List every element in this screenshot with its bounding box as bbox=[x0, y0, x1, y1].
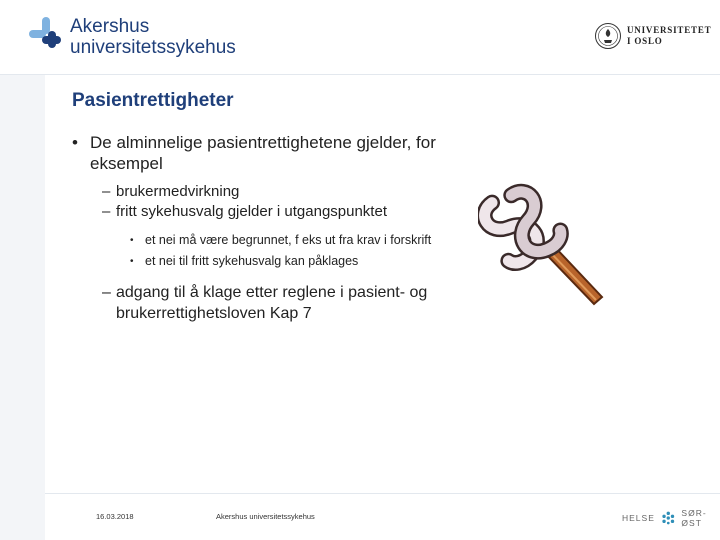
uio-line2: I OSLO bbox=[627, 36, 663, 46]
bullet-level3 bbox=[72, 232, 452, 249]
helse-sor-ost-logo bbox=[622, 508, 720, 528]
bullet-text: adgang til å klage etter reglene i pasient- og brukerrettighetsloven Kap 7 bbox=[116, 284, 428, 322]
bullet-text: et nei må være begrunnet, f eks ut fra krav i forskrift bbox=[145, 233, 432, 247]
uio-seal-icon bbox=[594, 22, 622, 50]
bullet-level1 bbox=[72, 132, 452, 174]
bullet-level3 bbox=[72, 253, 452, 270]
logo-line1: Akershus bbox=[70, 16, 150, 37]
dash-marker: – bbox=[102, 203, 111, 220]
ahus-cross-icon bbox=[26, 14, 68, 56]
header-divider bbox=[0, 74, 720, 75]
bullet-marker: • bbox=[72, 133, 78, 152]
bullet-text: De alminnelige pasientrettighetene gjelder, for eksempel bbox=[90, 133, 436, 173]
bullet-level2 bbox=[72, 202, 452, 222]
hso-left-text: HELSE bbox=[622, 513, 655, 523]
ahus-logo bbox=[26, 14, 236, 58]
uio-logo bbox=[594, 22, 711, 50]
hso-right-text: SØR-ØST bbox=[681, 508, 707, 528]
uio-line1: UNIVERSITETET bbox=[627, 25, 712, 35]
dash-marker: – bbox=[102, 183, 111, 200]
helse-sor-ost-dots-icon bbox=[659, 510, 678, 526]
bullet-text: brukermedvirkning bbox=[116, 183, 240, 200]
bullet-text: fritt sykehusvalg gjelder i utgangspunktet bbox=[116, 203, 387, 220]
logo-line2: universitetssykehus bbox=[70, 37, 236, 58]
bullet-marker: • bbox=[130, 235, 134, 246]
bullet-level2 bbox=[72, 282, 452, 324]
footer-organization: Akershus universitetssykehus bbox=[216, 512, 315, 521]
slide-title: Pasientrettigheter bbox=[72, 90, 234, 111]
slide-content bbox=[72, 132, 452, 324]
footer-date: 16.03.2018 bbox=[96, 512, 134, 521]
bullet-marker: • bbox=[130, 256, 134, 267]
paragraph-hammer-icon bbox=[478, 170, 618, 320]
dash-marker: – bbox=[102, 284, 111, 301]
left-band bbox=[0, 75, 45, 540]
bullet-level2 bbox=[72, 182, 452, 202]
bullet-text: et nei til fritt sykehusvalg kan påklages bbox=[145, 254, 359, 268]
footer-divider bbox=[45, 493, 720, 494]
